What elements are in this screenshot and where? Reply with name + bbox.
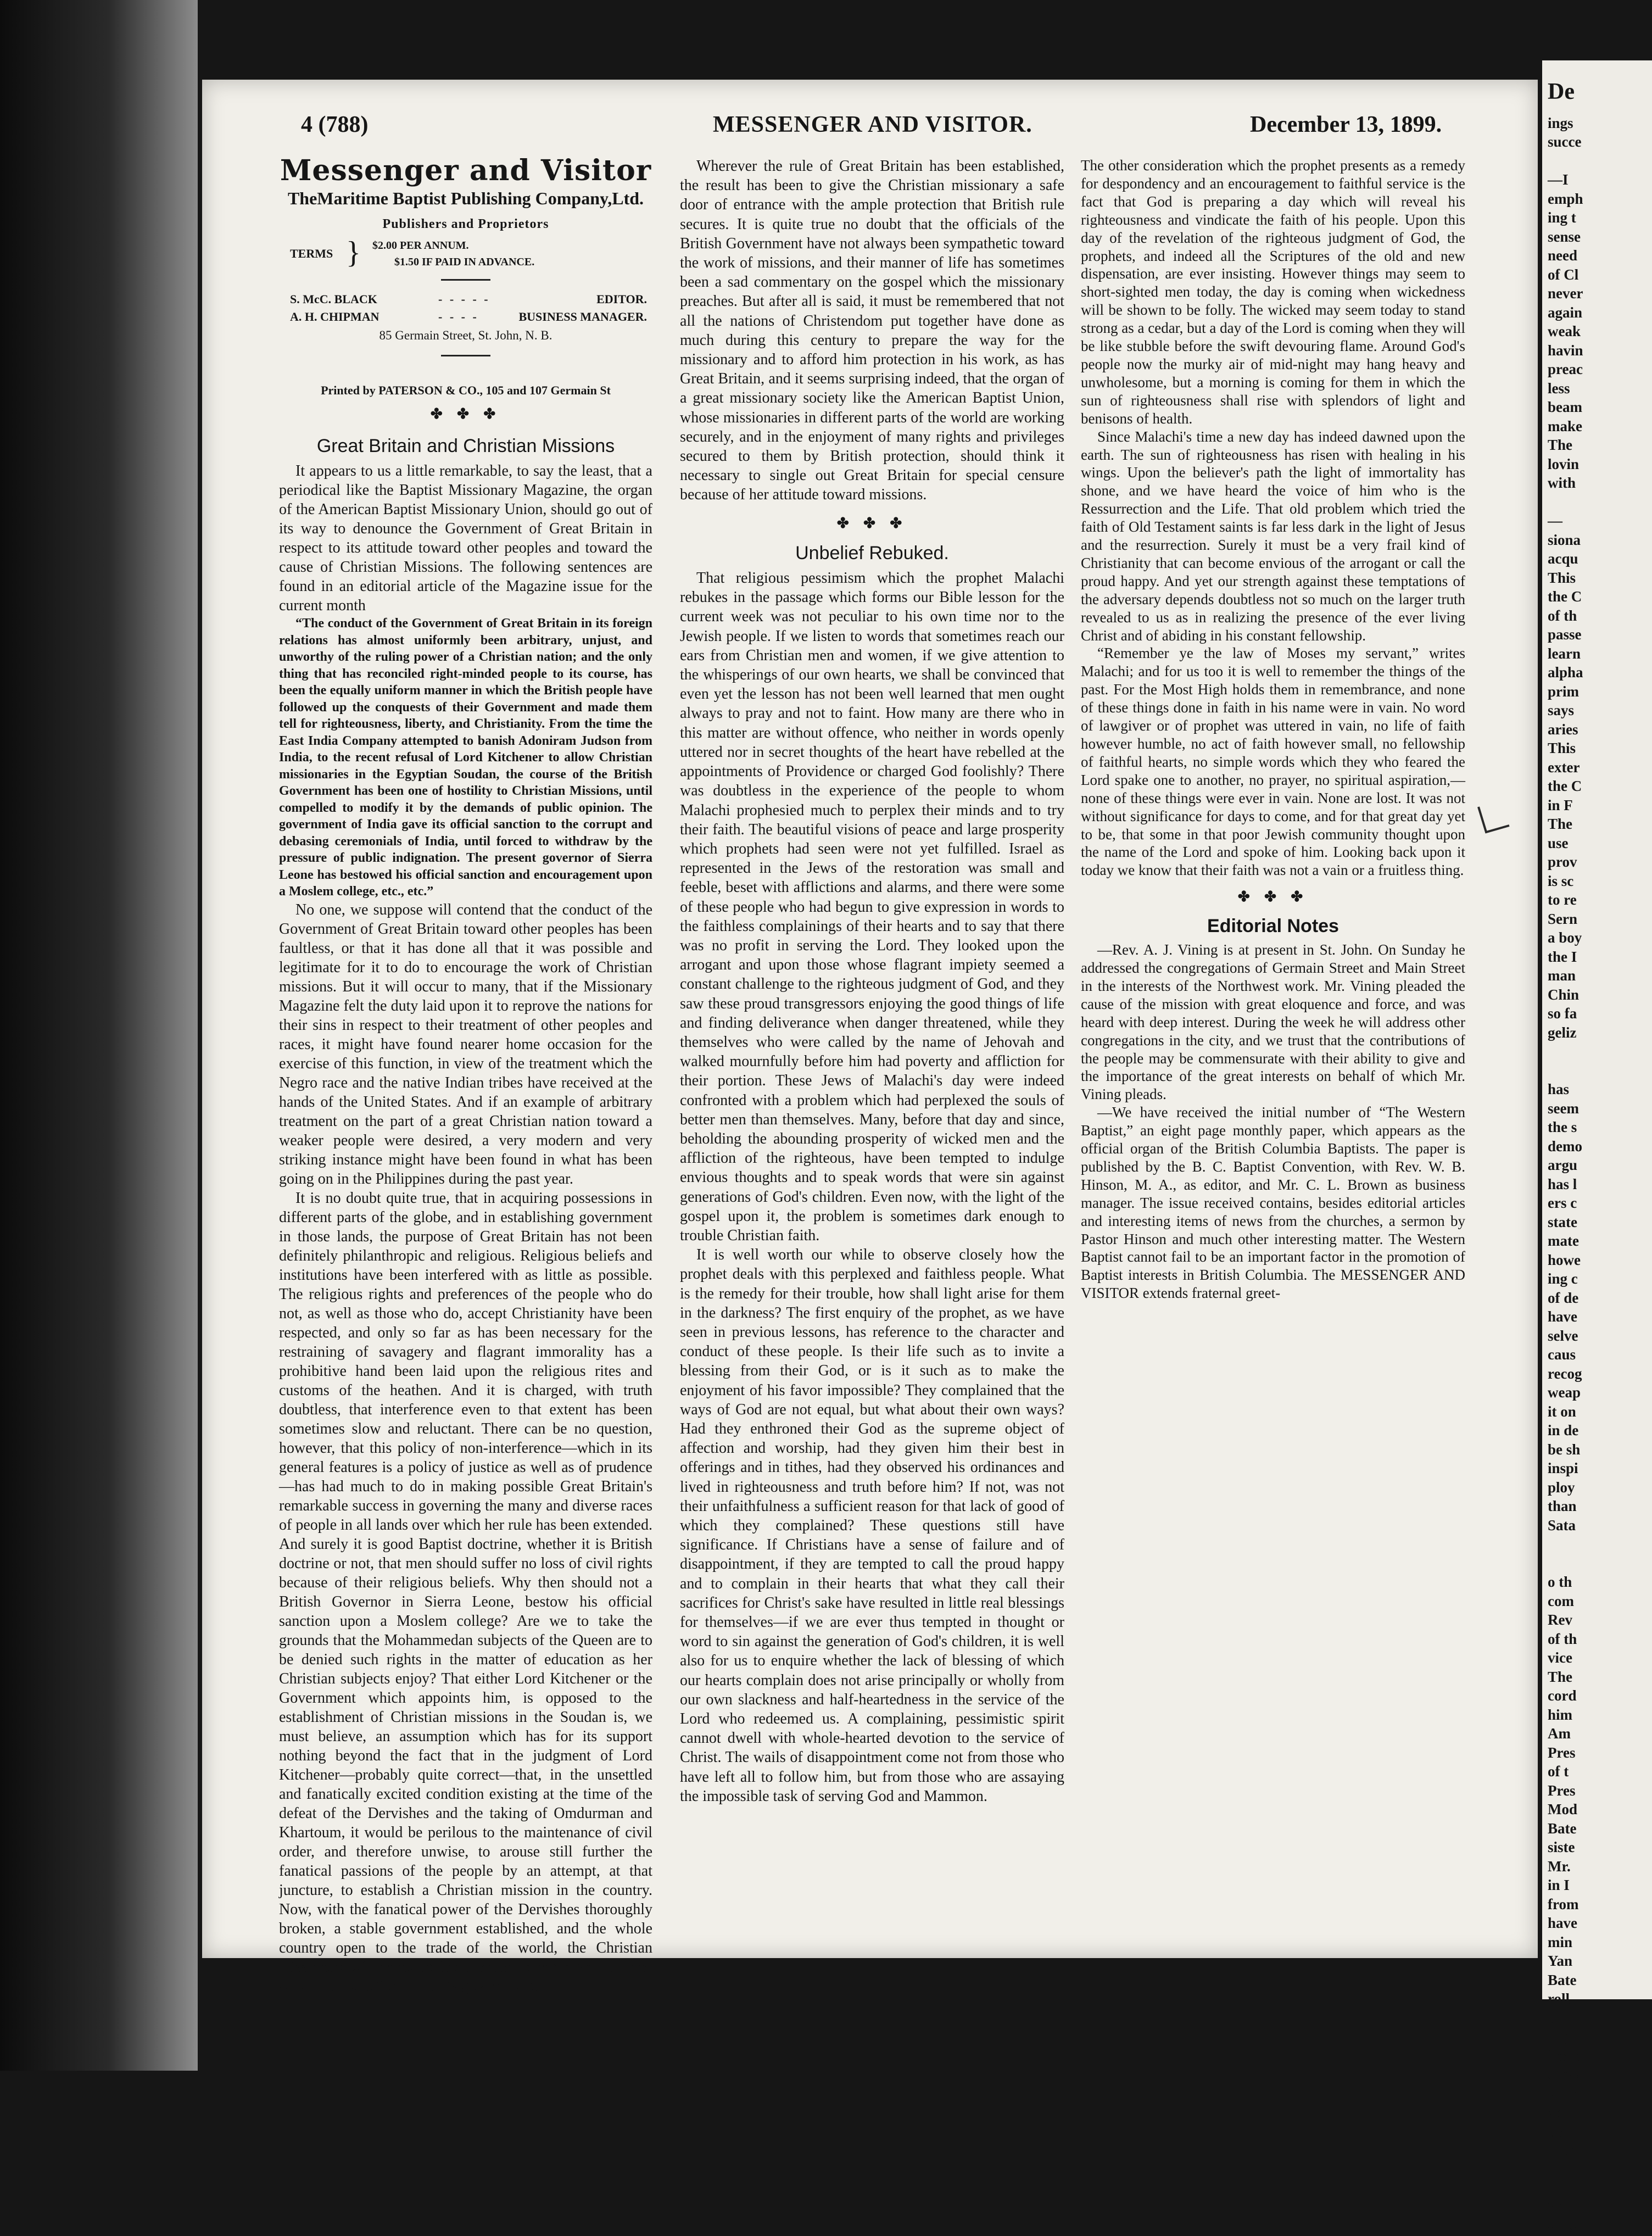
article-quotation: “The conduct of the Government of Great Britain in its foreign relations has almost uniformly been arbitrary, unjust, and unworthy of the ruling power of a Christian nation; and the only thing that has reconciled right-minded people to its course, has been the equally uniform manner in which the British people have followed up the conquests of their Government and made them tell for righteousness, liberty, and Christianity. From the time the East India Company attempted to banish Adoniram Judson from India, to the recent refusal of Lord Kitchener to allow Christian missionaries in the Egyptian Soudan, the course of the British Government has been one of hostility to Christian Missions, until compelled to modify it by the demands of public opinion. The government of India gave its official sanction to the corrupt and debasing ceremonials of India, until forced to withdraw by the pressure of public indignation. The present governor of Sierra Leone has bestowed his official sanction and encouragement upon a Moslem college, etc., etc.” [279, 616, 652, 899]
adjacent-page-line: use [1548, 834, 1569, 851]
page-number: 4 (788) [301, 112, 369, 137]
adjacent-page-line: sense [1548, 228, 1581, 245]
adjacent-page-line: siste [1548, 1839, 1575, 1855]
adjacent-page-line: —I [1548, 171, 1569, 188]
adjacent-page-line: Pres [1548, 1744, 1576, 1761]
adjacent-page-line: caus [1548, 1346, 1576, 1363]
article-title-unbelief: Unbelief Rebuked. [795, 542, 949, 564]
adjacent-page-line: argu [1548, 1157, 1577, 1173]
terms-brace: } [346, 236, 361, 270]
ornament-separator: ✤ ✤ ✤ [836, 515, 908, 531]
article-title-great-britain: Great Britain and Christian Missions [316, 436, 615, 456]
adjacent-page-line: in de [1548, 1422, 1579, 1438]
adjacent-page-line: This [1548, 569, 1576, 586]
adjacent-page-line: to re [1548, 891, 1577, 908]
adjacent-page-line: lovin [1548, 455, 1580, 472]
article-paragraph: Wherever the rule of Great Britain has been established, the result has been to give the Christian missionary a safe door of entrance with the ample protection that British rule secures. It is quite true no doubt that the officials of the British Government have not always been sympathetic toward the work of missions, and their manner of life has sometimes been a sad commentary on the gospel which the missionary preaches. But after all is said, it must be remembered that not all the nations of Christendom put together have done as much during this century to prepare the way for the missionary and to afford him protection in his work, as has Great Britain, and it seems surprising indeed, that the organ of a great missionary society like the American Baptist Union, whose missionaries in different parts of the world are working securely, and in the enjoyment of many rights and privileges secured to them by British protection, should think it necessary to single out Great Britain for special censure because of her attitude toward missions. [680, 158, 1064, 504]
staff-business-manager [279, 307, 652, 325]
adjacent-page-line [1548, 152, 1652, 171]
adjacent-page-line: seem [1548, 1100, 1579, 1117]
adjacent-page-line [1548, 1042, 1652, 1061]
adjacent-page-line: aries [1548, 721, 1578, 738]
adjacent-page-line: him [1548, 1706, 1573, 1723]
adjacent-page-line: form [1548, 2047, 1579, 2064]
adjacent-page-line: alpha [1548, 664, 1583, 681]
column-2-flow [680, 157, 1064, 1806]
adjacent-page-line: min [1548, 1933, 1573, 1950]
editorial-note: —We have received the initial number of “The Western Baptist,” an eight page monthly paper, which appears as the official organ of the British Columbia Baptists. The paper is published by the B. C. Baptist Convention, with Rev. W. B. Hinson, M. A., as editor, and Mr. C. L. Brown as business manager. The issue received contains, besides editorial articles and interesting items of news from the churches, a sermon by Pastor Hinson and much other interesting matter. The Western Baptist cannot fail to be an important factor in the promotion of Baptist interests in British Columbia. The MESSENGER AND VISITOR extends fraternal greet- [1081, 1104, 1465, 1302]
adjacent-page-line: says [1548, 702, 1575, 718]
adjacent-page-line: The [1548, 437, 1573, 453]
staff-dots: - - - - [438, 310, 479, 324]
adjacent-page-line: ers c [1548, 1195, 1577, 1211]
terms-label: TERMS [290, 247, 333, 260]
staff-role: EDITOR. [596, 292, 647, 306]
adjacent-page-line: man [1548, 967, 1576, 984]
adjacent-page-line: the I [1548, 948, 1577, 965]
adjacent-page-line [1548, 1061, 1652, 1080]
adjacent-page-line: succe [1548, 133, 1582, 150]
adjacent-page-line: — [1548, 512, 1562, 529]
adjacent-page-line: siona [1548, 531, 1581, 548]
adjacent-page-line: fruit [1548, 2142, 1577, 2159]
adjacent-page-line: The [1548, 1668, 1573, 1685]
adjacent-page-line: Yan [1548, 1953, 1573, 1969]
adjacent-page-line: in I [1548, 1877, 1570, 1893]
column-2 [680, 157, 1064, 1931]
article-paragraph: That religious pessimism which the prophet Malachi rebukes in the passage which forms our Bible lesson for the current week was not peculiar to his own time nor to the Jewish people. If we listen to words that sometimes reach our ears from Christian men and women, if we give attention to the whisperings of our own hearts, we shall be convinced that even yet the lesson has not been well learned that men ought always to pray and not to faint. How many are there who in this matter are without offence, who neither in words openly uttered nor in secret thoughts of the heart have rebelled at the appointments of Providence or charged God foolishly? There was doubtless in the experience of the people to whom Malachi prophesied much to perplex their minds and to try their faith. The beautiful visions of peace and large prosperity which prophets had seen were not yet fulfilled. Israel as represented in the Jews of the restoration was small and feeble, beset with afflictions and alarms, and there were some of these people who had begun to give expression in words to the faithless complainings of their hearts and to say that there was no profit in serving the Lord. They looked upon the arrogant and upon those whose flagrant impiety seemed a constant challenge to the righteous judgment of God, and they saw these proud transgressors enjoying the good things of life and finding deliverance when danger threatened, while they themselves who were called by the name of Jehovah and walked mournfully before him had poverty and affliction for their portion. These Jews of Malachi's day were indeed confronted with a problem which had perplexed the souls of better men than themselves. Many, before that day and since, beholding the abounding prosperity of wicked men and the affliction of the righteous, have been tempted to indulge envious thoughts and to speak words that were sin against generations of God's children. Even now, with the light of the gospel upon it, the problem is sometimes dark enough to trouble Christian faith. [680, 570, 1064, 1244]
publisher-name: TheMaritime Baptist Publishing Company,Ltd. [287, 188, 644, 208]
adjacent-page-line: Pres [1548, 1782, 1576, 1799]
adjacent-page-line: from [1548, 1895, 1579, 1912]
adjacent-page-line: so fa [1548, 1005, 1577, 1022]
adjacent-page-line: inspi [1548, 1460, 1578, 1476]
article-paragraph: It is no doubt quite true, that in acquiring possessions in different parts of the globe, and in establishing government in those lands, the purpose of Great Britain has not been definitely philanthropic and religious. Religious beliefs and institutions have been interfered with as little as possible. The religious rights and preferences of the people who do not, as well as those who do, accept Christianity have been respected, and only so far as has been necessary for the restraining of savagery and flagrant immorality has a prohibitive hand been laid upon the religious rites and customs of the heathen. And it is charged, with truth doubtless, that interference even to that extent has been sometimes slow and reluctant. There can be no question, however, that this policy of non-interference—which in its general features is a policy of justice as well as of prudence—has had much to do in making possible Great Britain's remarkable success in governing the many and diverse races of people in all lands over which her rule has been extended. And surely it is good Baptist doctrine, whether it is British doctrine or not, that men should suffer no loss of civil rights because of their religious beliefs. Why then should not a British Governor in Sierra Leone, bestow his official sanction upon a Moslem college? Are we to take the grounds that the Mohammedan subjects of the Queen are to be denied such rights in the matter of education as her Christian subjects enjoy? That either Lord Kitchener or the Government which appoints him, is opposed to the establishment of Christian missions in the Soudan is, we must believe, an assumption which has for its support nothing beyond the fact that in the judgment of Lord Kitchener—probably quite correct—that, in the unsettled and fanatically excited condition existing at the time of the defeat of the Dervishes and the taking of Omdurman and Khartoum, it would be perilous to the maintenance of civil order, and therefore unwise, to arouse still further the fanatical passions of the people by an attempt, at that juncture, to establish a Christian mission in the country. Now, with the fanatical power of the Dervishes thoroughly broken, a stable government established, and the whole country open to the trade of the world, the Christian missionary will no doubt find a welcome to the Soudan, and adequate protection under its government. [279, 1189, 652, 1995]
adjacent-page-line: Bate [1548, 1971, 1577, 1988]
adjacent-page-line: cord [1548, 1687, 1577, 1704]
adjacent-page-line: Mod [1548, 1801, 1577, 1817]
adjacent-page-line: show [1548, 2066, 1580, 2083]
issue-date: December 13, 1899. [1250, 112, 1442, 137]
adjacent-page-line [1548, 1554, 1652, 1573]
article-paragraph: “Remember ye the law of Moses my servant,” writes Malachi; and for us too it is well to remember the things of the past. For the Most High holds them in remembrance, and none of these things done in faith in his name were in vain. No word of lawgiver or of prophet was uttered in vain, no life of faith however humble, no act of faith however small, no fellowship of faithful hearts, no simple words which they who feared the Lord spake one to another, no prayer, no spiritual aspiration,—none of these things were ever in vain. None are lost. It was not without significance for days to come, and for that great day yet to be, that some in that poor Jewish community thought upon the name of the Lord and spoke of him. Looking back upon it today we know that their faith was not a vain or a fruitless thing. [1081, 645, 1465, 879]
adjacent-page-line: than [1548, 1498, 1577, 1514]
printer-line: Printed by PATERSON & CO., 105 and 107 Germain St [321, 383, 611, 397]
adjacent-page-line: Chin [1548, 986, 1580, 1003]
adjacent-page-header-fragment: De [1548, 79, 1575, 104]
newspaper-page [202, 80, 1538, 1995]
adjacent-page-line: have [1548, 1308, 1577, 1325]
staff-dots: - - - - - [438, 292, 490, 306]
adjacent-page-line: This [1548, 740, 1576, 756]
adjacent-page-line: have [1548, 1915, 1577, 1931]
column-3-flow [1081, 157, 1465, 1302]
adjacent-page-line: mate [1548, 1233, 1579, 1249]
adjacent-page-line: geliz [1548, 1024, 1577, 1041]
staff-name: A. H. CHIPMAN [290, 310, 379, 324]
adjacent-page-line: weak [1548, 323, 1581, 339]
adjacent-page-line: of Cl [1548, 266, 1579, 283]
ornament-separator: ✤ ✤ ✤ [430, 406, 501, 422]
adjacent-page-line: ploy [1548, 1479, 1575, 1496]
adjacent-page-line: again [1548, 304, 1583, 321]
adjacent-page-line: of de [1548, 1289, 1579, 1306]
adjacent-page-line: selve [1548, 1327, 1578, 1344]
adjacent-page-line: a boy [1548, 929, 1582, 946]
divider-rule [441, 279, 490, 281]
adjacent-page-line: it on [1548, 1403, 1576, 1420]
adjacent-page-line: beam [1548, 399, 1582, 415]
adjacent-page-line: demo [1548, 1137, 1582, 1155]
adjacent-page-line: ing [1548, 2028, 1568, 2045]
staff-role: BUSINESS MANAGER. [518, 310, 647, 324]
adjacent-page-line: Mr. [1548, 1858, 1571, 1875]
adjacent-page-line: Rev [1548, 1612, 1572, 1628]
adjacent-page-line: learn [1548, 645, 1581, 662]
adjacent-page-line: W [1548, 2199, 1562, 2216]
adjacent-page-line: passe [1548, 626, 1582, 643]
adjacent-page-line [1548, 2179, 1652, 2198]
adjacent-page-bottom-fragment: sang [1548, 2218, 1577, 2234]
article-paragraph: The other consideration which the prophet presents as a remedy for despondency and an encouragement to faithful service is the fact that God is preparing a day which will reveal his righteousness and vindicate the faith of his people. Upon this day of the revelation of the righteous judgment of God, the prophets, and indeed all the Scriptures of the old and new dispensation, are ever insisting. However things may seem to short-sighted men today, the day is coming when wickedness will be shown to be folly. The wicked may seem today to stand strong as a cedar, but a day of the Lord is coming when they will be like stubble before the swift devouring flame. Around God's people now the murky air of mid-night may hang heavy and unwholesome, but a morning is coming for them in which the sun of righteousness shall rise with splendors of light and benisons of health. [1081, 157, 1465, 427]
adjacent-page-line: ing t [1548, 209, 1576, 226]
adjacent-page-line: Bate [1548, 1820, 1577, 1837]
adjacent-page-line: and [1548, 2104, 1572, 2121]
publishers-line: Publishers and Proprietors [382, 217, 549, 231]
masthead-running-title: MESSENGER AND VISITOR. [713, 112, 1032, 137]
ornament-separator: ✤ ✤ ✤ [1237, 889, 1309, 905]
column-3 [1081, 157, 1465, 1931]
running-head [202, 111, 1538, 144]
adjacent-page-line: be sh [1548, 1441, 1581, 1458]
adjacent-page-line: less [1548, 380, 1570, 397]
subscription-terms [279, 236, 652, 269]
staff-editor [279, 289, 652, 307]
adjacent-page-line: o th [1548, 1574, 1572, 1590]
adjacent-page-line: Am [1548, 1725, 1571, 1742]
adjacent-page-line: howe [1548, 1251, 1581, 1268]
divider-rule [441, 355, 490, 356]
article-paragraph: No one, we suppose will contend that the conduct of the Government of Great Britain toward other peoples has been faultless, or that it has done all that it was possible and legitimate for it to do to encourage the work of Christian missions. But it will occur to many, that if the Missionary Magazine felt the duty laid upon it to reprove the nations for their sins in respect to their treatment of other peoples and races, it might have found nearer home occasion for the exercise of this function, in view of the treatment which the Negro race and the native Indian tribes have received at the hands of the United States. And if an example of arbitrary treatment on the part of a great Christian nation toward a weaker people were desired, a very modern and very striking instance might have been found in what has been going on in the Philippines during the past year. [279, 901, 652, 1187]
terms-annual: $2.00 PER ANNUM. [372, 239, 469, 252]
column-1 [279, 154, 652, 1995]
adjacent-page-line: never [1548, 285, 1583, 302]
article-title-editorial-notes: Editorial Notes [1207, 916, 1339, 937]
adjacent-page-line: of th [1548, 1630, 1577, 1647]
adjacent-page-line: of th [1548, 607, 1577, 624]
adjacent-page-line: prim [1548, 683, 1579, 700]
adjacent-page-line: need [1548, 247, 1577, 264]
adjacent-page-line: the C [1548, 778, 1582, 794]
adjacent-page-line: ing c [1548, 1270, 1578, 1287]
adjacent-page-line: has l [1548, 1175, 1577, 1192]
adjacent-page-fragment [1542, 60, 1652, 2234]
masthead-title: Messenger and Visitor [280, 154, 652, 187]
adjacent-page-line: exter [1548, 759, 1580, 776]
adjacent-page-line: havin [1548, 342, 1583, 359]
article-paragraph: It appears to us a little remarkable, to say the least, that a periodical like the Baptist Missionary Magazine, the organ of the American Baptist Missionary Union, should go out of its way to denounce the Government of Great Britain in respect to its attitude toward other peoples and toward the cause of Christian Missions. The following sentences are found in an editorial article of the Magazine issue for the current month [279, 462, 652, 614]
adjacent-page-text [1548, 79, 1652, 2236]
adjacent-page-line: make [1548, 417, 1582, 434]
adjacent-page-line: the s [1548, 1119, 1577, 1135]
adjacent-page-line: has [1548, 1081, 1570, 1097]
editorial-note: —Rev. A. J. Vining is at present in St. John. On Sunday he addressed the congregations of Germain Street and Main Street in the interests of the Northwest work. Mr. Vining pleaded the cause of the mission with great eloquence and force, and was heard with deep interest. During the week he will address other congregations in the city, and we trust that the contributions of the people may be commensurate with their ability to give and the importance of the great interests on behalf of which Mr. Vining pleads. [1081, 941, 1465, 1103]
adjacent-page-line: MES [1548, 2085, 1580, 2102]
article-paragraph: It is well worth our while to observe closely how the prophet deals with this perplexed and faithless people. What is the remedy for their trouble, how shall light arise for them in the darkness? The first enquiry of the prophet, as we have seen in previous lessons, has reference to the character and conduct of these people. Is their life such as to invite a blessing from their God, or is it such as to make the enjoyment of his favor impossible? They complained that the ways of God are not equal, but what about their own ways? Had they enthroned their God as the supreme object of affection and worship, had they given him their best in offerings and in tithes, had they observed his ordinances and lived in righteousness and truth before him? If not, was not their unfaithfulness a sufficient reason for that lack of good of which they complained? These questions still have significance. If Christians have a sense of failure and of disappointment, if they are tempted to call the proud happy and to complain in their hearts that what they call their sacrifices for Christ's sake have resulted in little real blessings for themselves—if we are ever thus tempted in thought or word to sin against the generation of God's children, it is well also for us to enquire whether the lack of blessing of which our hearts complain does not arise principally or wholly from our own slackness and half-heartedness in the service of the Lord who redeemed us. A complaining, pessimistic spirit cannot dwell with whole-hearted devotion to the service of Christ. The wails of disappointment come not from those who have left all to follow him, but from those who are assaying the impossible task of serving God and Mammon. [680, 1246, 1064, 1805]
adjacent-page-line: vice [1548, 1649, 1572, 1666]
adjacent-page-line: the C [1548, 588, 1582, 605]
adjacent-page-line: in F [1548, 796, 1573, 813]
adjacent-page-line: emph [1548, 190, 1583, 207]
adjacent-page-line: acqu [1548, 550, 1578, 567]
adjacent-page-line: is sc [1548, 872, 1574, 889]
terms-advance: $1.50 IF PAID IN ADVANCE. [394, 256, 535, 268]
adjacent-page-line [1548, 2160, 1652, 2179]
adjacent-page-line: prov [1548, 854, 1577, 870]
office-address: 85 Germain Street, St. John, N. B. [379, 328, 552, 342]
adjacent-page-line: Sata [1548, 1516, 1576, 1534]
staff-name: S. McC. BLACK [290, 292, 377, 306]
adjacent-page-line: state [1548, 1213, 1577, 1230]
adjacent-page-line: the [1548, 2123, 1567, 2140]
adjacent-page-line: ings [1548, 114, 1573, 131]
adjacent-page-line: of t [1548, 1763, 1569, 1780]
adjacent-page-line: com [1548, 1592, 1574, 1609]
adjacent-page-line: preac [1548, 361, 1583, 377]
pencil-check-mark [1474, 804, 1513, 837]
adjacent-page-line: Sern [1548, 910, 1577, 927]
article-paragraph: Since Malachi's time a new day has indeed dawned upon the earth. The sun of righteousness has risen with healing in his wings. Upon the believer's path the light of immortality has shone, and we have heard the voice of him who is the Ressurrection and the Life. That old problem which tried the faith of Old Testament saints is far less dark in the light of Jesus and the resurrection. Surely it must be a very frail kind of Christianity that can become envious of the arrogant or call the proud happy. And yet our strength against these temptations of the adversary depends doubtless not so much on the larger truth revealed to us as in realizing the presence of the ever living Christ and of abiding in his constant fellowship. [1081, 428, 1465, 644]
adjacent-page-line: with [1548, 475, 1576, 491]
adjacent-page-line: roll [1548, 1990, 1570, 2007]
microfilm-binding-edge [0, 0, 198, 2071]
adjacent-page-line: weap [1548, 1384, 1581, 1401]
adjacent-page-line [1548, 1535, 1652, 1554]
adjacent-page-line [1548, 493, 1652, 512]
adjacent-page-line: The [1548, 816, 1573, 832]
adjacent-page-line: men [1548, 2009, 1575, 2026]
adjacent-page-line: recog [1548, 1365, 1582, 1382]
